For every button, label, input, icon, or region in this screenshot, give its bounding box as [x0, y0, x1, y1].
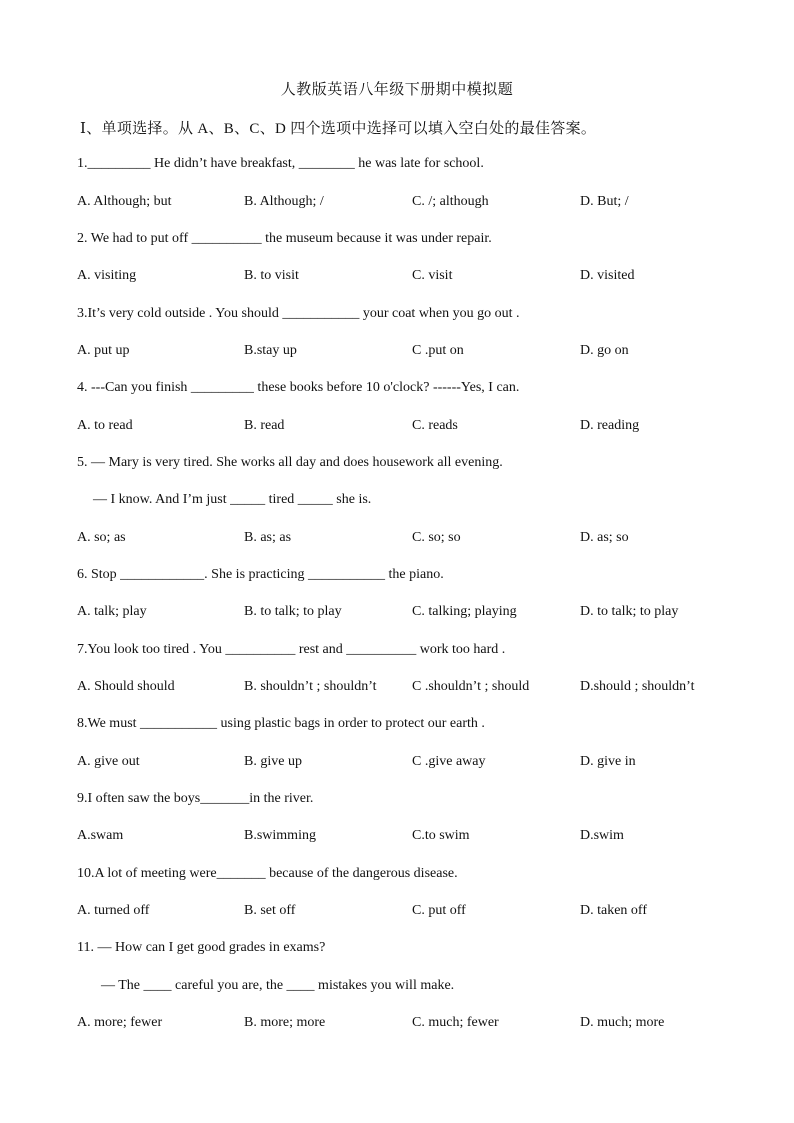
question-3-stem: 3.It’s very cold outside . You should ___________ your coat when you go out .	[77, 306, 520, 321]
question-1-option-c: C. /; although	[412, 194, 489, 209]
question-10-option-c: C. put off	[412, 903, 466, 918]
question-6-option-d: D. to talk; to play	[580, 604, 679, 619]
question-10-option-d: D. taken off	[580, 903, 647, 918]
question-4-option-b: B. read	[244, 418, 285, 433]
question-8-option-c: C .give away	[412, 754, 486, 769]
question-3-option-c: C .put on	[412, 343, 464, 358]
question-3-option-d: D. go on	[580, 343, 629, 358]
question-2-option-a: A. visiting	[77, 268, 137, 283]
question-2-option-b: B. to visit	[244, 268, 299, 283]
question-9-option-d: D.swim	[580, 828, 624, 843]
question-11-option-b: B. more; more	[244, 1015, 326, 1030]
question-2-stem: 2. We had to put off __________ the museum because it was under repair.	[77, 231, 492, 246]
question-11-option-c: C. much; fewer	[412, 1015, 499, 1030]
question-1-option-b: B. Although; /	[244, 194, 324, 209]
question-6-option-c: C. talking; playing	[412, 604, 517, 619]
question-7-option-a: A. Should should	[77, 679, 175, 694]
question-9-option-b: B.swimming	[244, 828, 316, 843]
question-4-option-d: D. reading	[580, 418, 640, 433]
question-5-reply: — I know. And I’m just _____ tired _____ she is.	[93, 492, 372, 507]
page-title: 人教版英语八年级下册期中模拟题	[280, 82, 514, 98]
question-11-option-a: A. more; fewer	[77, 1015, 163, 1030]
question-7-option-b: B. shouldn’t ; shouldn’t	[244, 679, 377, 694]
question-8-option-a: A. give out	[77, 754, 140, 769]
question-9-option-a: A.swam	[77, 828, 124, 843]
question-6-option-a: A. talk; play	[77, 604, 147, 619]
question-3-option-a: A. put up	[77, 343, 130, 358]
question-11-option-d: D. much; more	[580, 1015, 665, 1030]
question-6-option-b: B. to talk; to play	[244, 604, 342, 619]
question-8-option-d: D. give in	[580, 754, 636, 769]
question-6-stem: 6. Stop ____________. She is practicing ___________ the piano.	[77, 567, 444, 582]
question-3-option-b: B.stay up	[244, 343, 297, 358]
question-7-option-c: C .shouldn’t ; should	[412, 679, 530, 694]
question-7-stem: 7.You look too tired . You __________ rest and __________ work too hard .	[77, 642, 506, 657]
question-8-option-b: B. give up	[244, 754, 302, 769]
section-heading: Ⅰ、单项选择。从 A、B、C、D 四个选项中选择可以填入空白处的最佳答案。	[80, 121, 597, 137]
question-1-option-d: D. But; /	[580, 194, 629, 209]
question-5-option-d: D. as; so	[580, 530, 629, 545]
question-9-option-c: C.to swim	[412, 828, 470, 843]
question-11-stem: 11. — How can I get good grades in exams?	[77, 940, 326, 955]
question-2-option-d: D. visited	[580, 268, 635, 283]
question-10-option-b: B. set off	[244, 903, 296, 918]
question-4-option-a: A. to read	[77, 418, 133, 433]
question-10-stem: 10.A lot of meeting were_______ because of the dangerous disease.	[77, 866, 458, 881]
question-1-option-a: A. Although; but	[77, 194, 172, 209]
question-5-stem: 5. — Mary is very tired. She works all day and does housework all evening.	[77, 455, 503, 470]
question-5-option-c: C. so; so	[412, 530, 461, 545]
question-5-option-b: B. as; as	[244, 530, 292, 545]
question-5-option-a: A. so; as	[77, 530, 126, 545]
question-11-reply: — The ____ careful you are, the ____ mistakes you will make.	[101, 978, 455, 993]
question-4-stem: 4. ---Can you finish _________ these books before 10 o'clock? ------Yes, I can.	[77, 380, 520, 395]
question-8-stem: 8.We must ___________ using plastic bags in order to protect our earth .	[77, 716, 485, 731]
question-1-stem: 1._________ He didn’t have breakfast, ________ he was late for school.	[77, 156, 484, 171]
question-4-option-c: C. reads	[412, 418, 458, 433]
question-9-stem: 9.I often saw the boys_______in the river.	[77, 791, 314, 806]
question-7-option-d: D.should ; shouldn’t	[580, 679, 695, 694]
question-2-option-c: C. visit	[412, 268, 453, 283]
question-10-option-a: A. turned off	[77, 903, 150, 918]
